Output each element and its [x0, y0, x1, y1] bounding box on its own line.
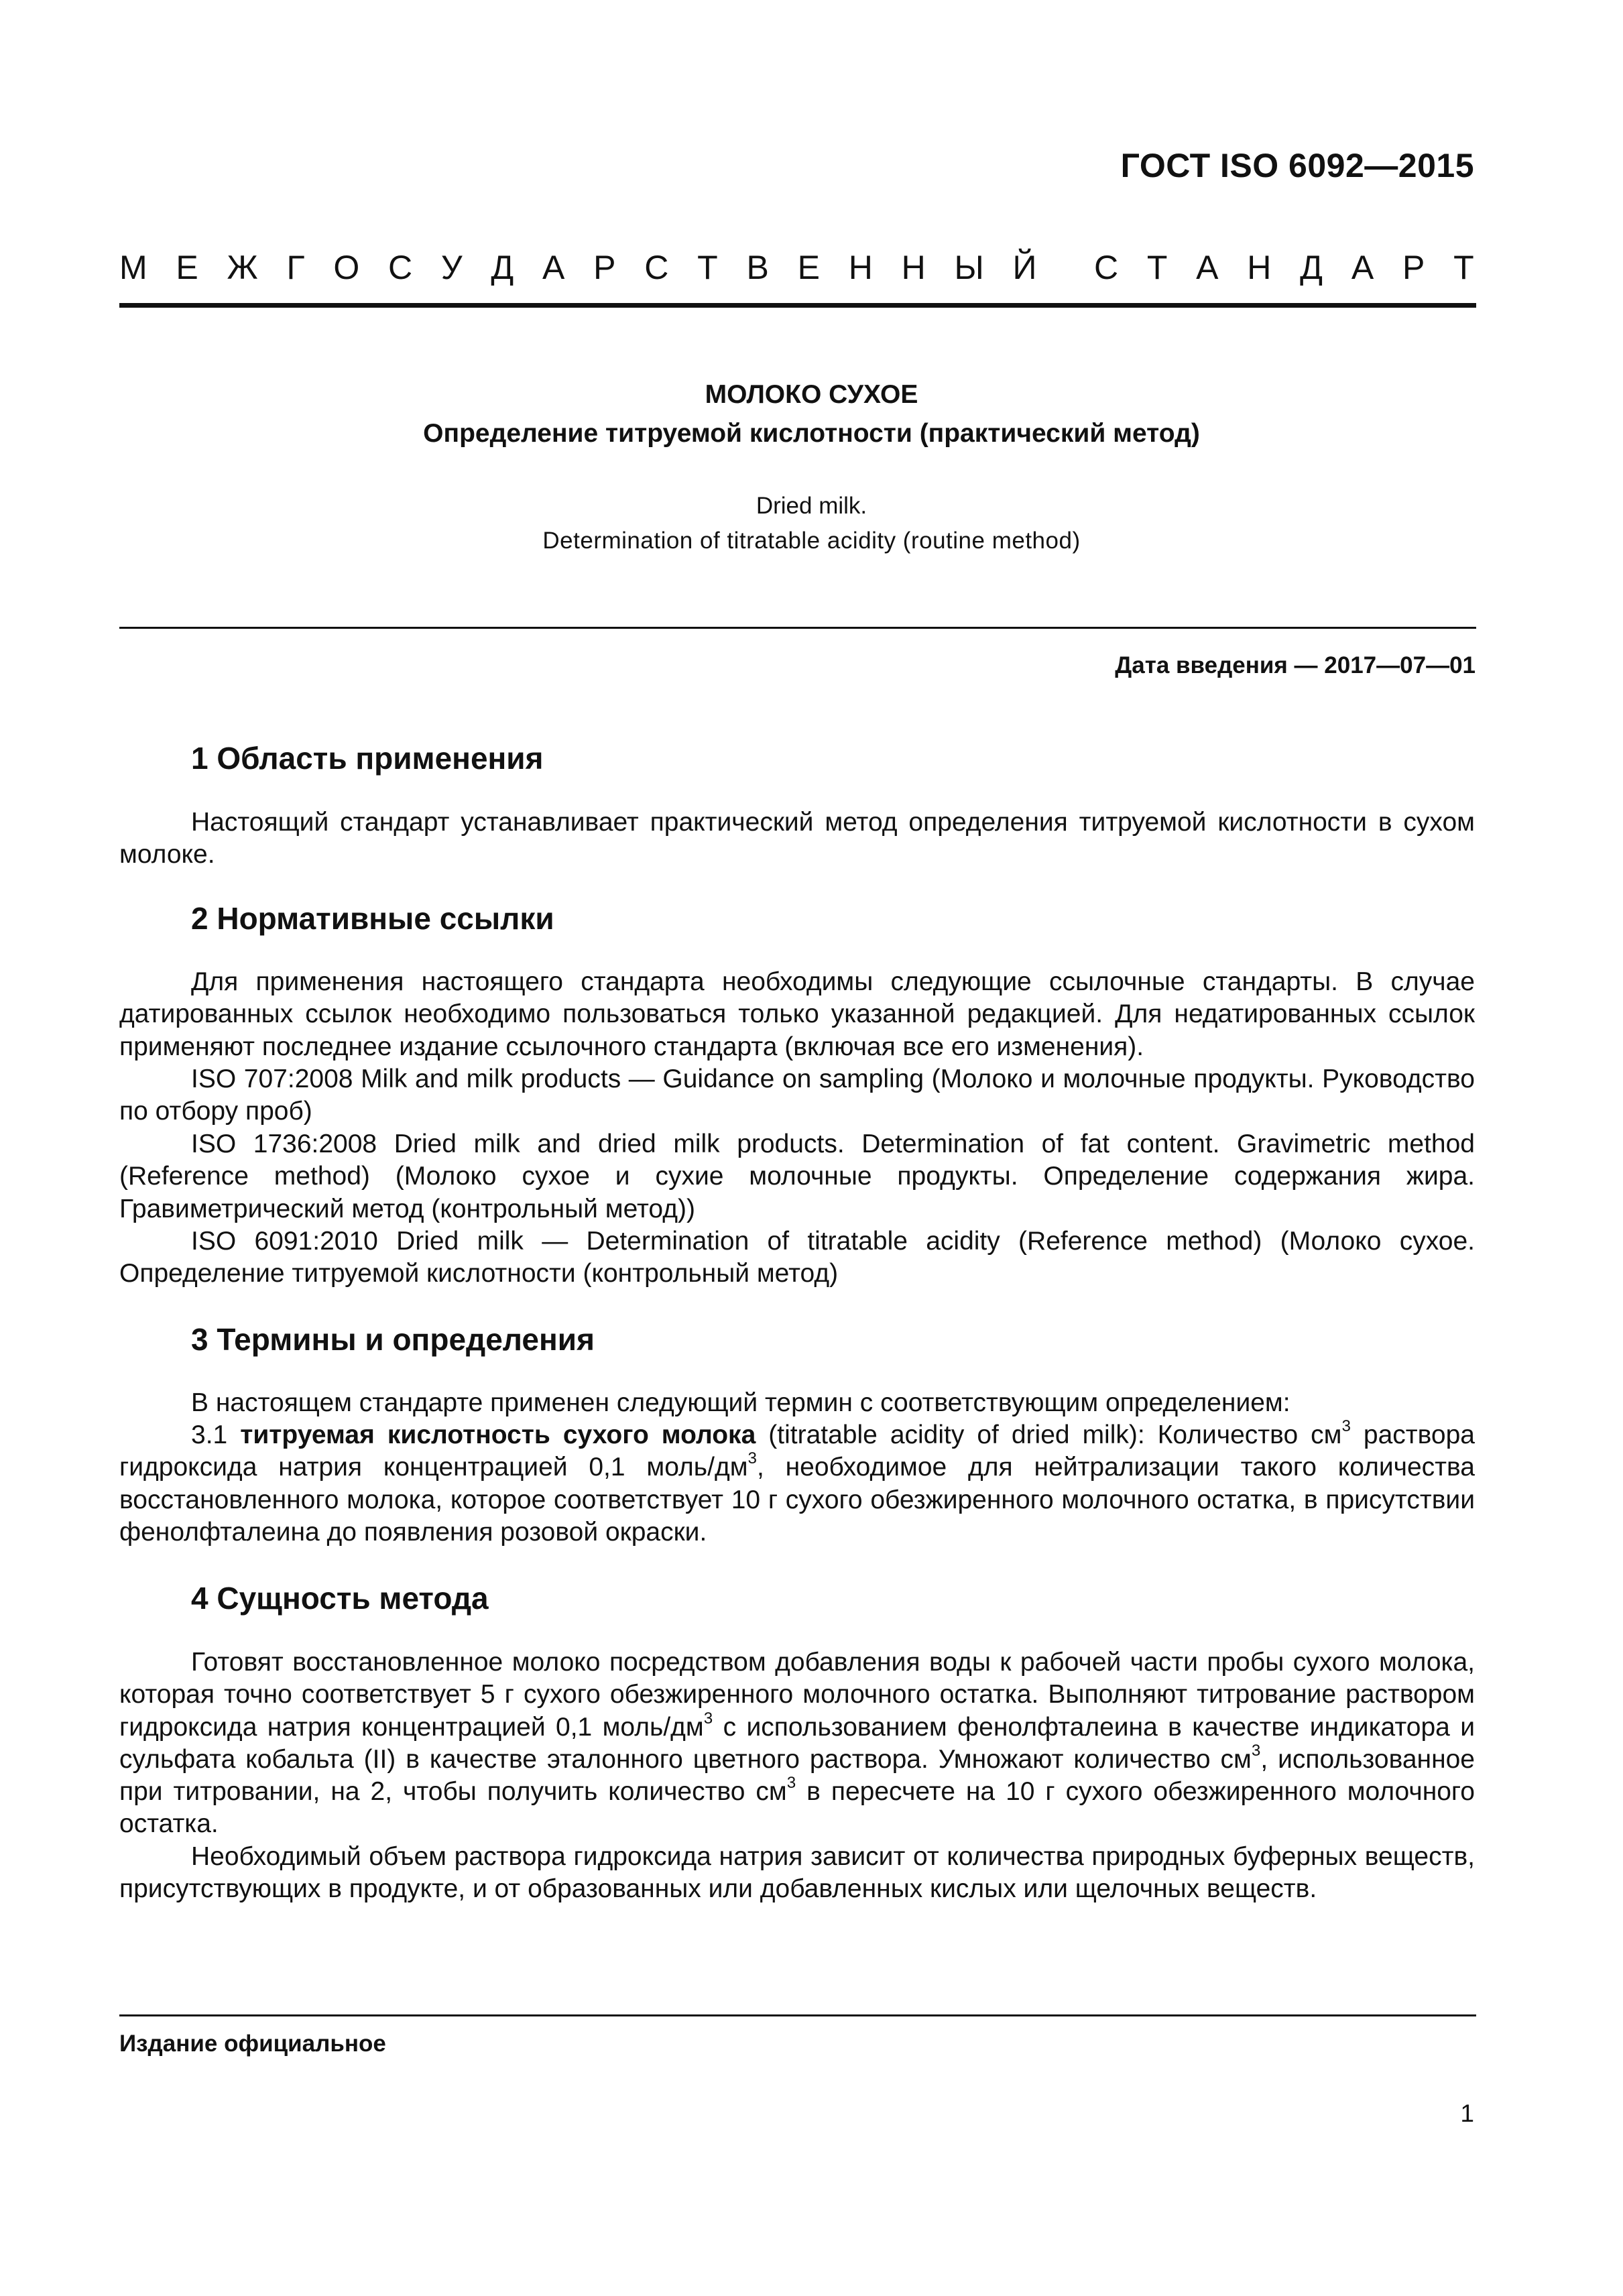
heading-letter: А: [1351, 249, 1374, 286]
heading-letter: В: [746, 249, 769, 286]
definition-text: , необходимое для нейтрализации такого количества восстановленного молока, которое соответствует 10 г сухого обезжиренного молочного остатка, в присутствии фенолфталеина до появления розовой окраски.: [119, 1453, 1475, 1547]
heading-letter: А: [1196, 249, 1219, 286]
document-subtitle: Определение титруемой кислотности (практический метод): [423, 419, 1200, 448]
introduction-date: Дата введения — 2017—07—01: [1115, 652, 1476, 678]
reference-item: ISO 6091:2010 Dried milk — Determination of titratable acidity (Reference method) (Молоко сухое. Определение титруемой кислотности (контрольный метод): [119, 1227, 1475, 1288]
paragraph: В настоящем стандарте применен следующий термин с соответствующим определением:: [191, 1388, 1290, 1417]
paragraph-text: в пересчете на 10 г сухого обезжиренного молочного остатка.: [119, 1777, 1475, 1839]
document-code: ГОСТ ISO 6092—2015: [1120, 147, 1474, 184]
footer-rule: [119, 2014, 1476, 2016]
superscript: 3: [1251, 1741, 1261, 1760]
paragraph-text: с использованием фенолфталеина в качестве индикатора и сульфата кобальта (II) в качестве эталонного цветного раствора. Умножают количество см: [119, 1712, 1475, 1774]
section-heading: 3 Термины и определения: [191, 1322, 595, 1357]
heading-letter: Д: [491, 249, 514, 286]
heading-letter: У: [440, 249, 463, 286]
english-subtitle: Determination of titratable acidity (routine method): [542, 528, 1081, 554]
heading-letter: М: [119, 249, 147, 286]
superscript: 3: [786, 1774, 796, 1793]
heading-letter: О: [333, 249, 360, 286]
official-edition-label: Издание официальное: [119, 2031, 386, 2057]
interstate-standard-heading: [119, 247, 1474, 288]
page-number: 1: [1460, 2100, 1474, 2127]
heading-letter: Й: [1012, 249, 1037, 286]
paragraph-text: Готовят восстановленное молоко посредством добавления воды к рабочей части пробы сухого молока, которая точно соответствует 5 г сухого обезжиренного молочного остатка. Выполняют титрование раствором гидроксида натрия концентрацией 0,1 моль/дм: [119, 1648, 1475, 1742]
heading-letter: Г: [286, 249, 305, 286]
definition-text: (titratable acidity of dried milk): Количество см: [756, 1421, 1342, 1449]
title-rule: [119, 627, 1476, 629]
english-title: Dried milk.: [756, 493, 867, 519]
heading-letter: Т: [1146, 249, 1168, 286]
section-heading: 2 Нормативные ссылки: [191, 901, 554, 936]
header-rule: [119, 303, 1476, 308]
heading-letter: Ы: [954, 249, 984, 286]
reference-item: ISO 1736:2008 Dried milk and dried milk products. Determination of fat content. Gravimetric method (Reference method) (Молоко сухое и сухие молочные продукты. Определение содержания жира. Гравиметрический метод (контрольный метод)): [119, 1130, 1475, 1223]
heading-letter: С: [388, 249, 413, 286]
reference-item: ISO 707:2008 Milk and milk products — Guidance on sampling (Молоко и молочные продукты. Руководство по отбору проб): [119, 1065, 1475, 1126]
heading-letter: Е: [176, 249, 198, 286]
heading-letter: Т: [1453, 249, 1474, 286]
superscript: 3: [747, 1449, 757, 1468]
heading-letter: Н: [901, 249, 926, 286]
heading-letter: Н: [848, 249, 873, 286]
section-heading: 4 Сущность метода: [191, 1581, 489, 1616]
term-definition: [119, 1416, 1475, 1549]
paragraph: Настоящий стандарт устанавливает практический метод определения титруемой кислотности в сухом молоке.: [119, 808, 1475, 869]
superscript: 3: [1341, 1416, 1351, 1435]
heading-letter: Р: [1402, 249, 1425, 286]
paragraph: Необходимый объем раствора гидроксида натрия зависит от количества природных буферных веществ, присутствующих в продукте, и от образованных или добавленных кислых или щелочных веществ.: [119, 1842, 1475, 1904]
term: титруемая кислотность сухого молока: [240, 1421, 756, 1449]
heading-letter: А: [542, 249, 565, 286]
heading-letter: С: [644, 249, 669, 286]
paragraph-text: , использованное при титровании, на 2, чтобы получить количество см: [119, 1744, 1475, 1807]
definition-text: раствора гидроксида натрия концентрацией 0,1 моль/дм: [119, 1421, 1475, 1482]
heading-letter: Н: [1247, 249, 1272, 286]
heading-letter: Р: [593, 249, 616, 286]
paragraph: Для применения настоящего стандарта необходимы следующие ссылочные стандарты. В случае датированных ссылок необходимо пользоваться только указанной редакцией. Для недатированных ссылок применяют последнее издание ссылочного стандарта (включая все его изменения).: [119, 967, 1475, 1061]
section-heading: 1 Область применения: [191, 741, 544, 776]
heading-letter: Д: [1300, 249, 1323, 286]
heading-letter: Е: [797, 249, 820, 286]
heading-letter: С: [1093, 249, 1119, 286]
heading-letter: Ж: [227, 249, 258, 286]
term-number: 3.1: [191, 1421, 241, 1449]
paragraph: [119, 1646, 1475, 1841]
superscript: 3: [703, 1709, 713, 1728]
document-title: МОЛОКО СУХОЕ: [705, 380, 918, 409]
heading-letter: Т: [697, 249, 718, 286]
